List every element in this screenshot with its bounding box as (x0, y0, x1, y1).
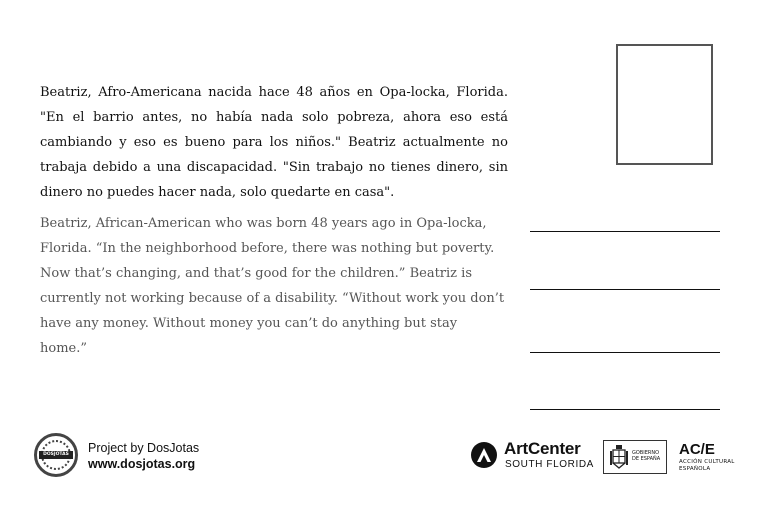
spanish-text: Beatriz, Afro-Americana nacida hace 48 años en Opa-locka, Florida. "En el barrio antes, no había nada solo pobreza, ahora eso está cambiando y eso es bueno para los niños." Beatriz actualmente no trabaja debido a una discapacidad. "Sin trabajo no tienes dinero, sin dinero no puedes hacer nada, solo quedarte en casa". (40, 85, 508, 200)
address-line-4 (530, 409, 720, 410)
gobierno-line-2: DE ESPAÑA (632, 456, 661, 462)
gobierno-line-1: GOBIERNO (632, 450, 660, 456)
artcenter-icon (471, 442, 497, 468)
ace-line-2: ESPAÑOLA (679, 466, 711, 472)
artcenter-title: ArtCenter (504, 439, 581, 458)
ace-line-1: ACCIÓN CULTURAL (679, 459, 735, 465)
ace-title: AC/E (679, 441, 715, 458)
address-line-2 (530, 289, 720, 290)
dosjotas-seal-logo (34, 433, 78, 477)
project-credit: Project by DosJotas (88, 441, 200, 455)
stamp-box (616, 44, 713, 165)
spain-crest-icon (609, 444, 629, 470)
artcenter-subtitle: SOUTH FLORIDA (505, 459, 594, 470)
address-line-3 (530, 352, 720, 353)
artcenter-triangle-icon (471, 442, 497, 468)
address-line-1 (530, 231, 720, 232)
gobierno-text (632, 450, 660, 462)
english-text: Beatriz, African-American who was born 48 years ago in Opa-locka, Florida. “In the neighborhood before, there was nothing but poverty. Now that’s changing, and that’s good for the children.” Beatriz is currently not working because of a disability. “Without work you don’t have any money. Without money you can’t do anything but stay home.” (40, 216, 505, 356)
website-link[interactable]: www.dosjotas.org (88, 457, 196, 471)
ace-subtitle (679, 459, 749, 473)
gobierno-logo (603, 440, 667, 474)
seal-text: DOSJOTAS (43, 452, 69, 457)
